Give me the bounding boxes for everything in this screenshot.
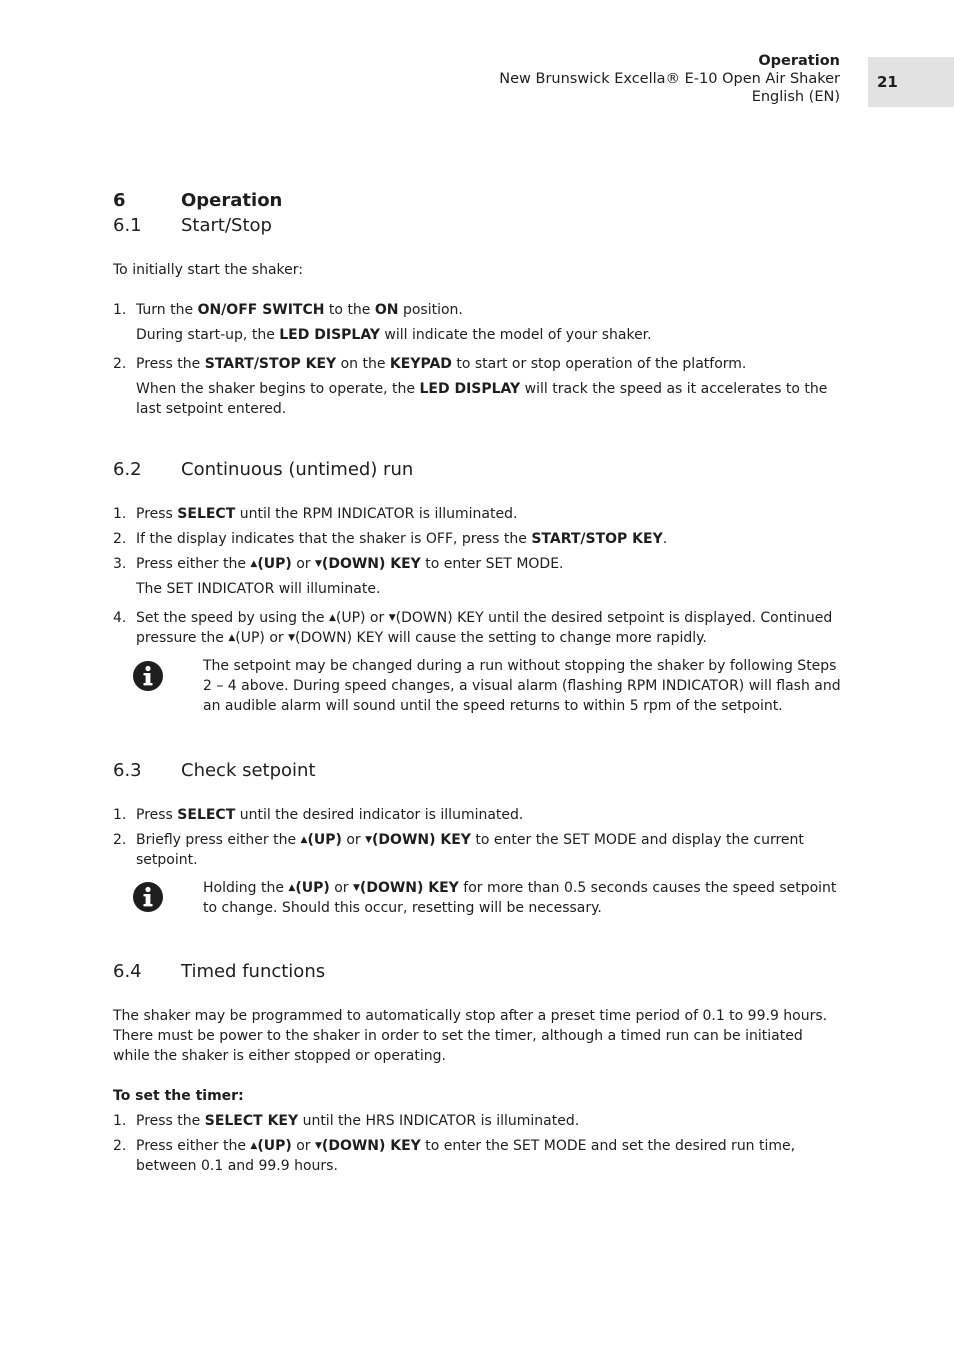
header-language: English (EN) (751, 89, 840, 105)
list-item: 3. Press either the ▲(UP) or ▼(DOWN) KEY to enter SET MODE. (113, 556, 564, 572)
section-6-heading (113, 189, 282, 213)
section-number: 6.1 (113, 215, 142, 236)
list-item: 2. Briefly press either the ▲(UP) or ▼(DOWN) KEY to enter the SET MODE and display the current setpoint. (113, 832, 804, 868)
down-arrow-icon: ▼ (388, 613, 396, 623)
list-item-detail: The SET INDICATOR will illuminate. (136, 581, 381, 597)
down-arrow-icon: ▼ (288, 633, 296, 643)
up-arrow-icon: ▲ (250, 559, 258, 569)
list-item: 2. Press the START/STOP KEY on the KEYPAD to start or stop operation of the platform. (113, 356, 747, 372)
list-item: 1. Press SELECT until the RPM INDICATOR is illuminated. (113, 506, 518, 522)
list-item: 4. Set the speed by using the ▲(UP) or ▼(DOWN) KEY until the desired setpoint is displayed. Continued pressure the ▲(UP) or ▼(DOWN) KEY will cause the setting to change more rapidly. (113, 610, 833, 646)
down-arrow-icon: ▼ (315, 559, 322, 569)
list-item: 1. Press the SELECT KEY until the HRS INDICATOR is illuminated. (113, 1113, 580, 1129)
section-title: Operation (181, 190, 283, 211)
info-icon (132, 881, 164, 913)
list-item: 2. Press either the ▲(UP) or ▼(DOWN) KEY to enter the SET MODE and set the desired run time, between 0.1 and 99.9 hours. (113, 1138, 796, 1174)
list-item: 1. Turn the ON/OFF SWITCH to the ON position. (113, 302, 463, 318)
section-number: 6 (113, 190, 126, 211)
down-arrow-icon: ▼ (353, 883, 360, 893)
list-item-detail: When the shaker begins to operate, the LED DISPLAY will track the speed as it accelerates to the last setpoint entered. (136, 381, 828, 417)
section-6-3-heading: 6.3 Check setpoint (113, 760, 316, 781)
running-header (499, 52, 840, 106)
info-icon (132, 660, 164, 692)
section-6-2-heading: 6.2 Continuous (untimed) run (113, 459, 414, 480)
info-note-text: Holding the ▲(UP) or ▼(DOWN) KEY for more than 0.5 seconds causes the speed setpoint to change. Should this occur, resetting will be necessary. (203, 880, 837, 916)
section-6-1-heading (113, 214, 272, 238)
body-paragraph: The shaker may be programmed to automatically stop after a preset time period of 0.1 to 99.9 hours. There must be power to the shaker in order to set the timer, although a timed run can be initiated while the shaker is either stopped or operating. (113, 1008, 828, 1064)
up-arrow-icon: ▲ (288, 883, 296, 893)
up-arrow-icon: ▲ (300, 835, 308, 845)
list-item-detail: During start-up, the LED DISPLAY will indicate the model of your shaker. (136, 327, 652, 343)
list-item: 1. Press SELECT until the desired indicator is illuminated. (113, 807, 524, 823)
info-note-text: The setpoint may be changed during a run without stopping the shaker by following Steps 2 – 4 above. During speed changes, a visual alarm (flashing RPM INDICATOR) will flash and an audible alarm will sound until the speed returns to within 5 rpm of the setpoint. (203, 658, 841, 714)
list-item: 2. If the display indicates that the shaker is OFF, press the START/STOP KEY. (113, 531, 668, 547)
up-arrow-icon: ▲ (328, 613, 336, 623)
header-product: New Brunswick Excella® E-10 Open Air Shaker (499, 71, 840, 87)
up-arrow-icon: ▲ (228, 633, 236, 643)
section-title: Start/Stop (181, 215, 272, 236)
intro-text: To initially start the shaker: (113, 262, 303, 278)
header-section: Operation (758, 53, 840, 69)
down-arrow-icon: ▼ (315, 1141, 322, 1151)
page-number: 21 (868, 57, 954, 107)
up-arrow-icon: ▲ (250, 1141, 258, 1151)
subheading: To set the timer: (113, 1088, 244, 1104)
section-6-4-heading: 6.4 Timed functions (113, 961, 326, 982)
down-arrow-icon: ▼ (365, 835, 373, 845)
